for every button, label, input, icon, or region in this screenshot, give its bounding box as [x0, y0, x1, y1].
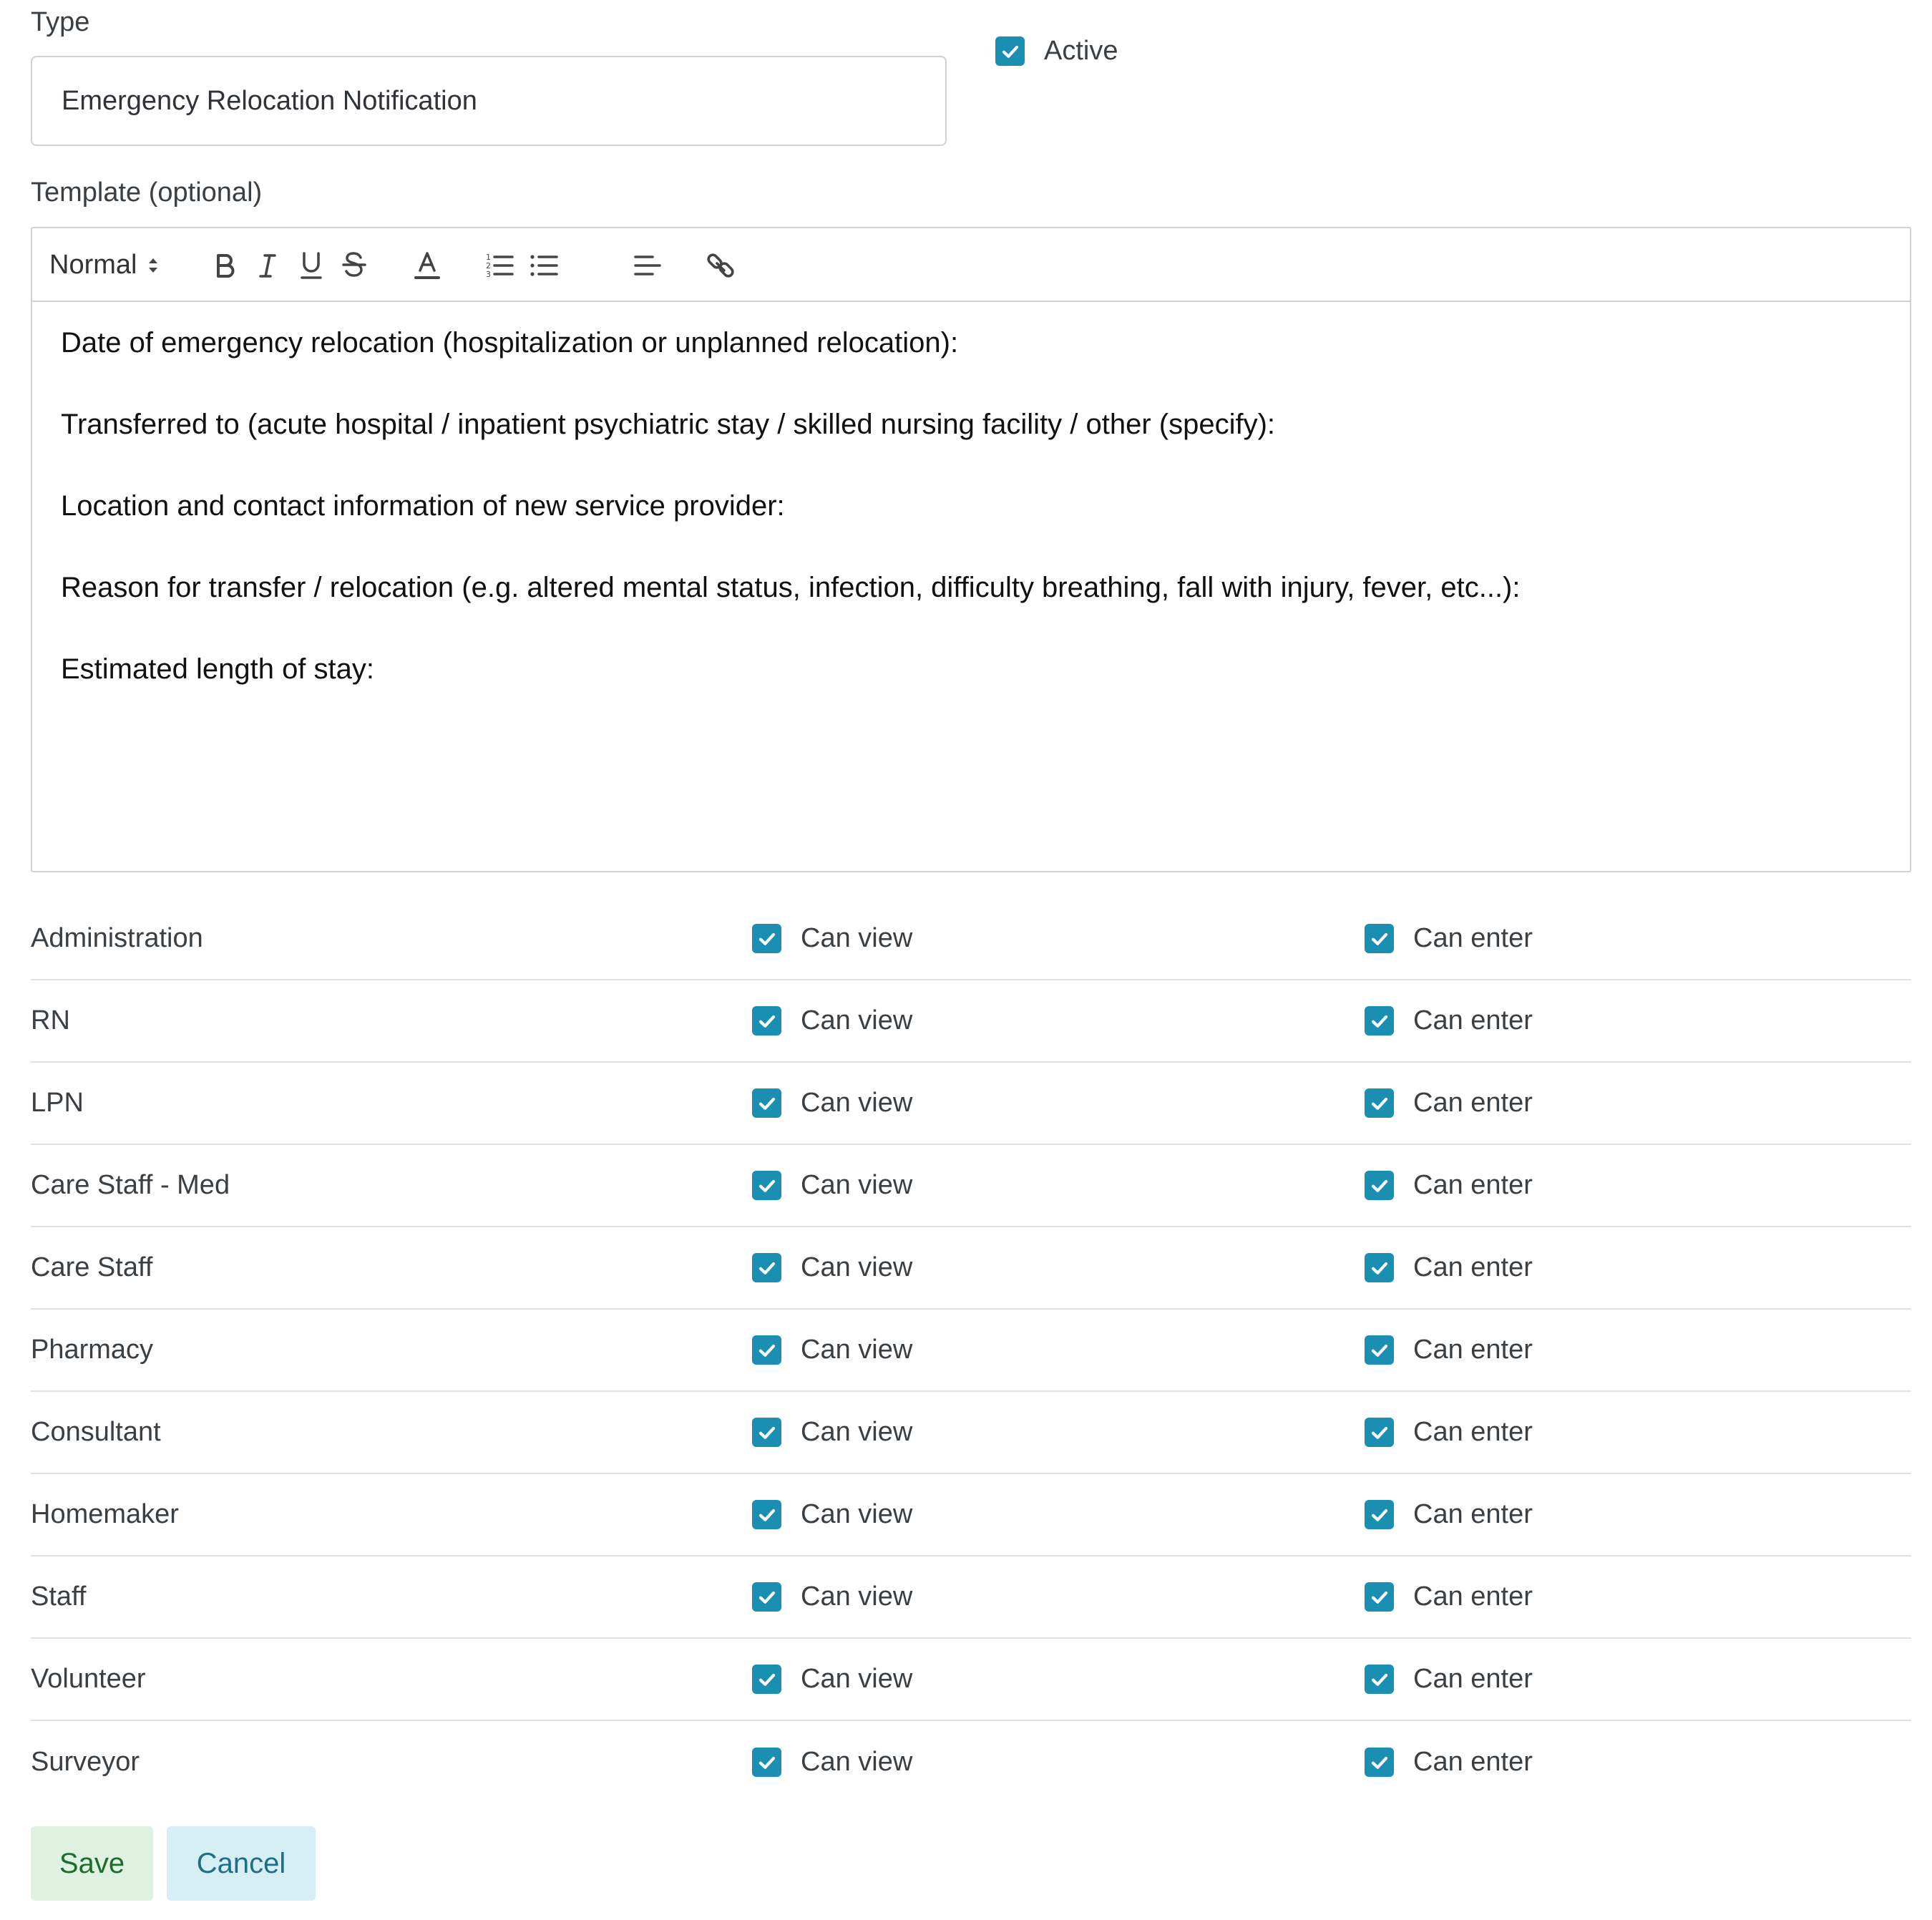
active-checkbox-group[interactable] — [995, 36, 1118, 67]
can-enter-label: Can enter — [1413, 1252, 1533, 1282]
active-label: Active — [1044, 36, 1118, 66]
can-enter-checkbox-group[interactable] — [1365, 980, 1533, 1061]
can-enter-label: Can enter — [1413, 1664, 1533, 1694]
check-icon — [1369, 1504, 1390, 1526]
permission-row — [31, 1721, 1911, 1803]
strikethrough-button[interactable] — [340, 228, 369, 302]
can-enter-checkbox-group[interactable] — [1365, 1310, 1533, 1390]
can-enter-checkbox[interactable] — [1365, 1006, 1394, 1035]
role-name: Homemaker — [31, 1499, 179, 1529]
can-view-label: Can view — [801, 1170, 913, 1200]
align-left-icon — [633, 251, 662, 280]
can-view-checkbox[interactable] — [752, 1500, 781, 1529]
can-enter-checkbox[interactable] — [1365, 1335, 1394, 1365]
check-icon — [756, 1422, 778, 1443]
can-enter-label: Can enter — [1413, 1582, 1533, 1612]
can-view-checkbox-group[interactable] — [752, 1474, 912, 1555]
can-enter-label: Can enter — [1413, 1335, 1533, 1365]
check-icon — [1369, 1669, 1390, 1690]
can-enter-checkbox-group[interactable] — [1365, 1639, 1533, 1720]
can-view-checkbox[interactable] — [752, 1665, 781, 1694]
can-view-checkbox[interactable] — [752, 1335, 781, 1365]
role-name: Care Staff - Med — [31, 1170, 230, 1200]
can-view-checkbox-group[interactable] — [752, 1639, 912, 1720]
svg-text:2: 2 — [486, 260, 491, 271]
check-icon — [1369, 1175, 1390, 1197]
can-view-checkbox[interactable] — [752, 1006, 781, 1035]
can-view-checkbox-group[interactable] — [752, 1227, 912, 1308]
can-view-label: Can view — [801, 1252, 913, 1282]
can-view-label: Can view — [801, 1417, 913, 1447]
can-enter-checkbox[interactable] — [1365, 1500, 1394, 1529]
role-name: Volunteer — [31, 1664, 146, 1694]
bullet-list-button[interactable] — [529, 228, 559, 302]
check-icon — [1369, 1340, 1390, 1361]
save-button[interactable]: Save — [31, 1826, 153, 1901]
svg-text:3: 3 — [486, 269, 491, 279]
can-view-label: Can view — [801, 1664, 913, 1694]
italic-button[interactable] — [255, 228, 280, 302]
check-icon — [756, 1010, 778, 1032]
role-name: Consultant — [31, 1417, 161, 1447]
template-line: Reason for transfer / relocation (e.g. altered mental status, infection, difficulty breathing, fall with injury, fever, etc...): — [61, 572, 1521, 603]
can-view-label: Can view — [801, 1582, 913, 1612]
bold-button[interactable] — [211, 228, 238, 302]
bullet-list-icon — [529, 251, 559, 280]
editor-content[interactable] — [61, 328, 1881, 736]
align-button[interactable] — [633, 228, 662, 302]
can-view-checkbox[interactable] — [752, 1088, 781, 1118]
check-icon — [1369, 1752, 1390, 1773]
permission-row — [31, 1556, 1911, 1639]
strikethrough-icon — [340, 250, 369, 281]
can-enter-checkbox-group[interactable] — [1365, 1227, 1533, 1308]
can-enter-checkbox[interactable] — [1365, 1748, 1394, 1777]
can-view-checkbox-group[interactable] — [752, 1392, 912, 1473]
text-color-icon — [411, 249, 443, 282]
can-view-label: Can view — [801, 1499, 913, 1529]
role-name: Surveyor — [31, 1747, 140, 1777]
can-enter-label: Can enter — [1413, 1088, 1533, 1118]
can-enter-label: Can enter — [1413, 1170, 1533, 1200]
type-label: Type — [31, 7, 90, 37]
check-icon — [756, 1093, 778, 1114]
link-button[interactable] — [705, 228, 736, 302]
can-enter-checkbox[interactable] — [1365, 1582, 1394, 1612]
template-label: Template (optional) — [31, 177, 263, 208]
can-view-checkbox[interactable] — [752, 1748, 781, 1777]
check-icon — [1369, 1010, 1390, 1032]
check-icon — [1369, 1422, 1390, 1443]
can-enter-label: Can enter — [1413, 923, 1533, 953]
can-view-label: Can view — [801, 1088, 913, 1118]
check-icon — [1369, 1587, 1390, 1608]
check-icon — [1000, 41, 1021, 62]
ordered-list-icon — [484, 251, 514, 280]
can-enter-label: Can enter — [1413, 1747, 1533, 1777]
editor-toolbar — [32, 228, 1910, 302]
check-icon — [756, 1340, 778, 1361]
can-view-checkbox-group[interactable] — [752, 980, 912, 1061]
role-name: Care Staff — [31, 1252, 153, 1282]
can-view-checkbox-group[interactable] — [752, 1310, 912, 1390]
active-checkbox[interactable] — [995, 36, 1025, 66]
underline-icon — [297, 250, 326, 281]
role-name: LPN — [31, 1088, 84, 1118]
check-icon — [756, 1504, 778, 1526]
role-name: Staff — [31, 1582, 87, 1612]
check-icon — [756, 1587, 778, 1608]
can-enter-checkbox-group[interactable] — [1365, 1063, 1533, 1144]
template-line: Location and contact information of new service provider: — [61, 490, 785, 522]
can-enter-checkbox[interactable] — [1365, 1418, 1394, 1447]
can-enter-checkbox-group[interactable] — [1365, 1392, 1533, 1473]
can-view-checkbox-group[interactable] — [752, 898, 912, 979]
template-line: Estimated length of stay: — [61, 653, 375, 685]
can-view-label: Can view — [801, 1005, 913, 1035]
can-view-label: Can view — [801, 923, 913, 953]
can-view-checkbox-group[interactable] — [752, 1063, 912, 1144]
check-icon — [756, 1669, 778, 1690]
permission-row — [31, 1145, 1911, 1227]
check-icon — [756, 1175, 778, 1197]
can-enter-checkbox[interactable] — [1365, 1088, 1394, 1118]
check-icon — [756, 1752, 778, 1773]
can-view-label: Can view — [801, 1335, 913, 1365]
check-icon — [756, 1257, 778, 1279]
italic-icon — [255, 251, 280, 280]
permission-row — [31, 898, 1911, 980]
role-name: Pharmacy — [31, 1335, 154, 1365]
permission-row — [31, 1639, 1911, 1721]
template-line: Transferred to (acute hospital / inpatient psychiatric stay / skilled nursing facility / other (specify): — [61, 409, 1276, 440]
can-view-checkbox[interactable] — [752, 1418, 781, 1447]
can-view-checkbox-group[interactable] — [752, 1145, 912, 1226]
template-line: Date of emergency relocation (hospitalization or unplanned relocation): — [61, 327, 959, 359]
can-view-checkbox[interactable] — [752, 1582, 781, 1612]
can-view-checkbox-group[interactable] — [752, 1721, 912, 1803]
permission-row — [31, 1474, 1911, 1556]
can-enter-checkbox[interactable] — [1365, 1253, 1394, 1282]
cancel-button[interactable]: Cancel — [167, 1826, 316, 1901]
can-enter-label: Can enter — [1413, 1499, 1533, 1529]
can-view-checkbox[interactable] — [752, 1171, 781, 1200]
can-enter-label: Can enter — [1413, 1417, 1533, 1447]
role-name: Administration — [31, 923, 203, 953]
check-icon — [1369, 928, 1390, 950]
can-view-checkbox[interactable] — [752, 924, 781, 953]
ordered-list-button[interactable] — [484, 228, 514, 302]
format-select-value: Normal — [49, 250, 137, 280]
format-select[interactable] — [49, 228, 160, 302]
can-enter-checkbox-group[interactable] — [1365, 1721, 1533, 1803]
can-view-label: Can view — [801, 1747, 913, 1777]
check-icon — [1369, 1093, 1390, 1114]
svg-text:1: 1 — [486, 252, 491, 262]
role-name: RN — [31, 1005, 70, 1035]
can-view-checkbox[interactable] — [752, 1253, 781, 1282]
sort-arrows-icon — [147, 255, 160, 276]
check-icon — [1369, 1257, 1390, 1279]
template-editor — [31, 227, 1911, 872]
can-enter-checkbox-group[interactable] — [1365, 1145, 1533, 1226]
bold-icon — [211, 251, 238, 280]
permission-row — [31, 1227, 1911, 1310]
underline-button[interactable] — [297, 228, 326, 302]
link-icon — [705, 250, 736, 281]
can-enter-checkbox-group[interactable] — [1365, 1556, 1533, 1637]
can-enter-checkbox[interactable] — [1365, 924, 1394, 953]
can-enter-label: Can enter — [1413, 1005, 1533, 1035]
permission-row — [31, 980, 1911, 1063]
can-enter-checkbox-group[interactable] — [1365, 1474, 1533, 1555]
permission-row — [31, 1310, 1911, 1392]
text-color-button[interactable] — [411, 228, 443, 302]
check-icon — [756, 928, 778, 950]
type-input-value: Emergency Relocation Notification — [62, 85, 477, 116]
can-enter-checkbox[interactable] — [1365, 1665, 1394, 1694]
type-input[interactable] — [31, 56, 947, 146]
can-view-checkbox-group[interactable] — [752, 1556, 912, 1637]
can-enter-checkbox-group[interactable] — [1365, 898, 1533, 979]
permission-row — [31, 1063, 1911, 1145]
can-enter-checkbox[interactable] — [1365, 1171, 1394, 1200]
permission-row — [31, 1392, 1911, 1474]
